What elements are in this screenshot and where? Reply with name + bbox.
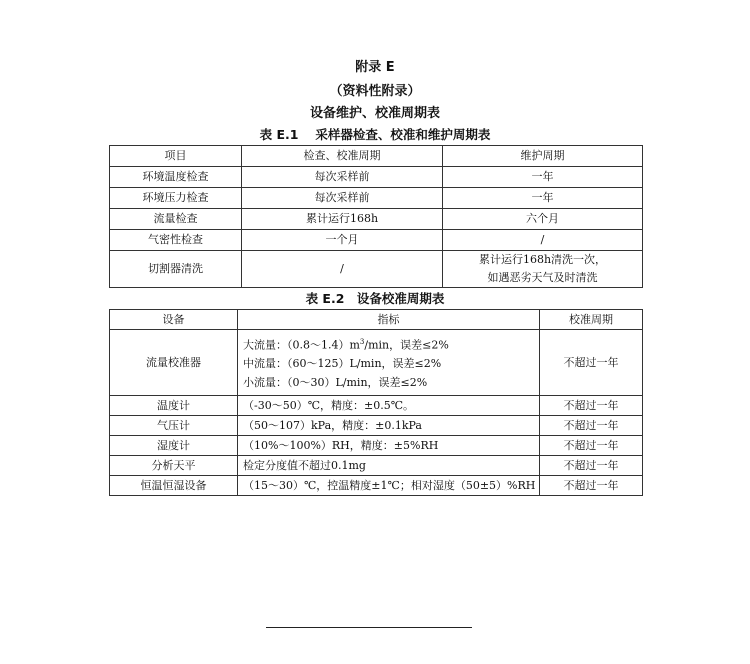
column-header: 检查、校准周期 [242, 146, 443, 167]
table-row [110, 396, 643, 416]
column-header: 校准周期 [540, 310, 643, 330]
spec-cell: 检定分度值不超过0.1mg [238, 456, 540, 476]
period-cell: 不超过一年 [540, 330, 643, 396]
spec-text: /min，误差≤2% [364, 338, 449, 352]
period-cell: 不超过一年 [540, 456, 643, 476]
table1-maintenance-schedule [109, 145, 643, 288]
item-cell: 流量检查 [110, 209, 242, 230]
item-cell: 环境温度检查 [110, 167, 242, 188]
check-cell: / [242, 251, 443, 288]
table-row [110, 436, 643, 456]
device-cell: 分析天平 [110, 456, 238, 476]
maintenance-cell: 六个月 [443, 209, 643, 230]
table1-caption: 表 E.1 采样器检查、校准和维护周期表 [259, 127, 491, 142]
device-cell: 流量校准器 [110, 330, 238, 396]
table-row [110, 416, 643, 436]
period-cell: 不超过一年 [540, 416, 643, 436]
spec-cell [238, 330, 540, 396]
item-cell: 环境压力检查 [110, 188, 242, 209]
table-row [110, 456, 643, 476]
table-row [110, 188, 643, 209]
column-header: 指标 [238, 310, 540, 330]
maintenance-cell [443, 251, 643, 288]
spec-cell: （15～30）℃，控温精度±1℃；相对湿度（50±5）%RH [238, 476, 540, 496]
maintenance-cell: 一年 [443, 188, 643, 209]
period-cell: 不超过一年 [540, 476, 643, 496]
check-cell: 一个月 [242, 230, 443, 251]
maintenance-line: 如遇恶劣天气及时清洗 [487, 271, 598, 284]
appendix-heading: 设备维护、校准周期表 [309, 106, 440, 121]
spec-cell: （50～107）kPa，精度：±0.1kPa [238, 416, 540, 436]
table-row [110, 476, 643, 496]
spec-superscript: 3 [359, 337, 365, 346]
table-row [110, 251, 643, 288]
appendix-subtitle: （资料性附录） [329, 84, 421, 99]
item-cell: 气密性检查 [110, 230, 242, 251]
table-header-row [110, 146, 643, 167]
spec-cell: （-30～50）℃，精度：±0.5℃。 [238, 396, 540, 416]
column-header: 项目 [110, 146, 242, 167]
device-cell: 气压计 [110, 416, 238, 436]
end-rule [266, 627, 472, 628]
spec-cell: （10%～100%）RH，精度：±5%RH [238, 436, 540, 456]
table-row [110, 209, 643, 230]
table-header-row [110, 310, 643, 330]
device-cell: 湿度计 [110, 436, 238, 456]
table-row [110, 330, 643, 396]
period-cell: 不超过一年 [540, 396, 643, 416]
check-cell: 累计运行168h [242, 209, 443, 230]
device-cell: 恒温恒湿设备 [110, 476, 238, 496]
maintenance-cell: 一年 [443, 167, 643, 188]
check-cell: 每次采样前 [242, 167, 443, 188]
spec-line: 小流量：（0～30）L/min，误差≤2% [243, 376, 428, 390]
spec-line: 中流量：（60～125）L/min，误差≤2% [243, 357, 442, 371]
column-header: 设备 [110, 310, 238, 330]
maintenance-cell: / [443, 230, 643, 251]
appendix-title: 附录 E [355, 60, 395, 75]
spec-text: 大流量：（0.8～1.4）m [243, 338, 360, 352]
table-row [110, 230, 643, 251]
table-row [110, 167, 643, 188]
column-header: 维护周期 [443, 146, 643, 167]
maintenance-line: 累计运行168h清洗一次， [478, 253, 607, 266]
device-cell: 温度计 [110, 396, 238, 416]
spec-line [243, 333, 535, 355]
check-cell: 每次采样前 [242, 188, 443, 209]
table2-calibration-schedule [109, 309, 643, 496]
table2-caption: 表 E.2 设备校准周期表 [305, 291, 445, 306]
period-cell: 不超过一年 [540, 436, 643, 456]
item-cell: 切割器清洗 [110, 251, 242, 288]
